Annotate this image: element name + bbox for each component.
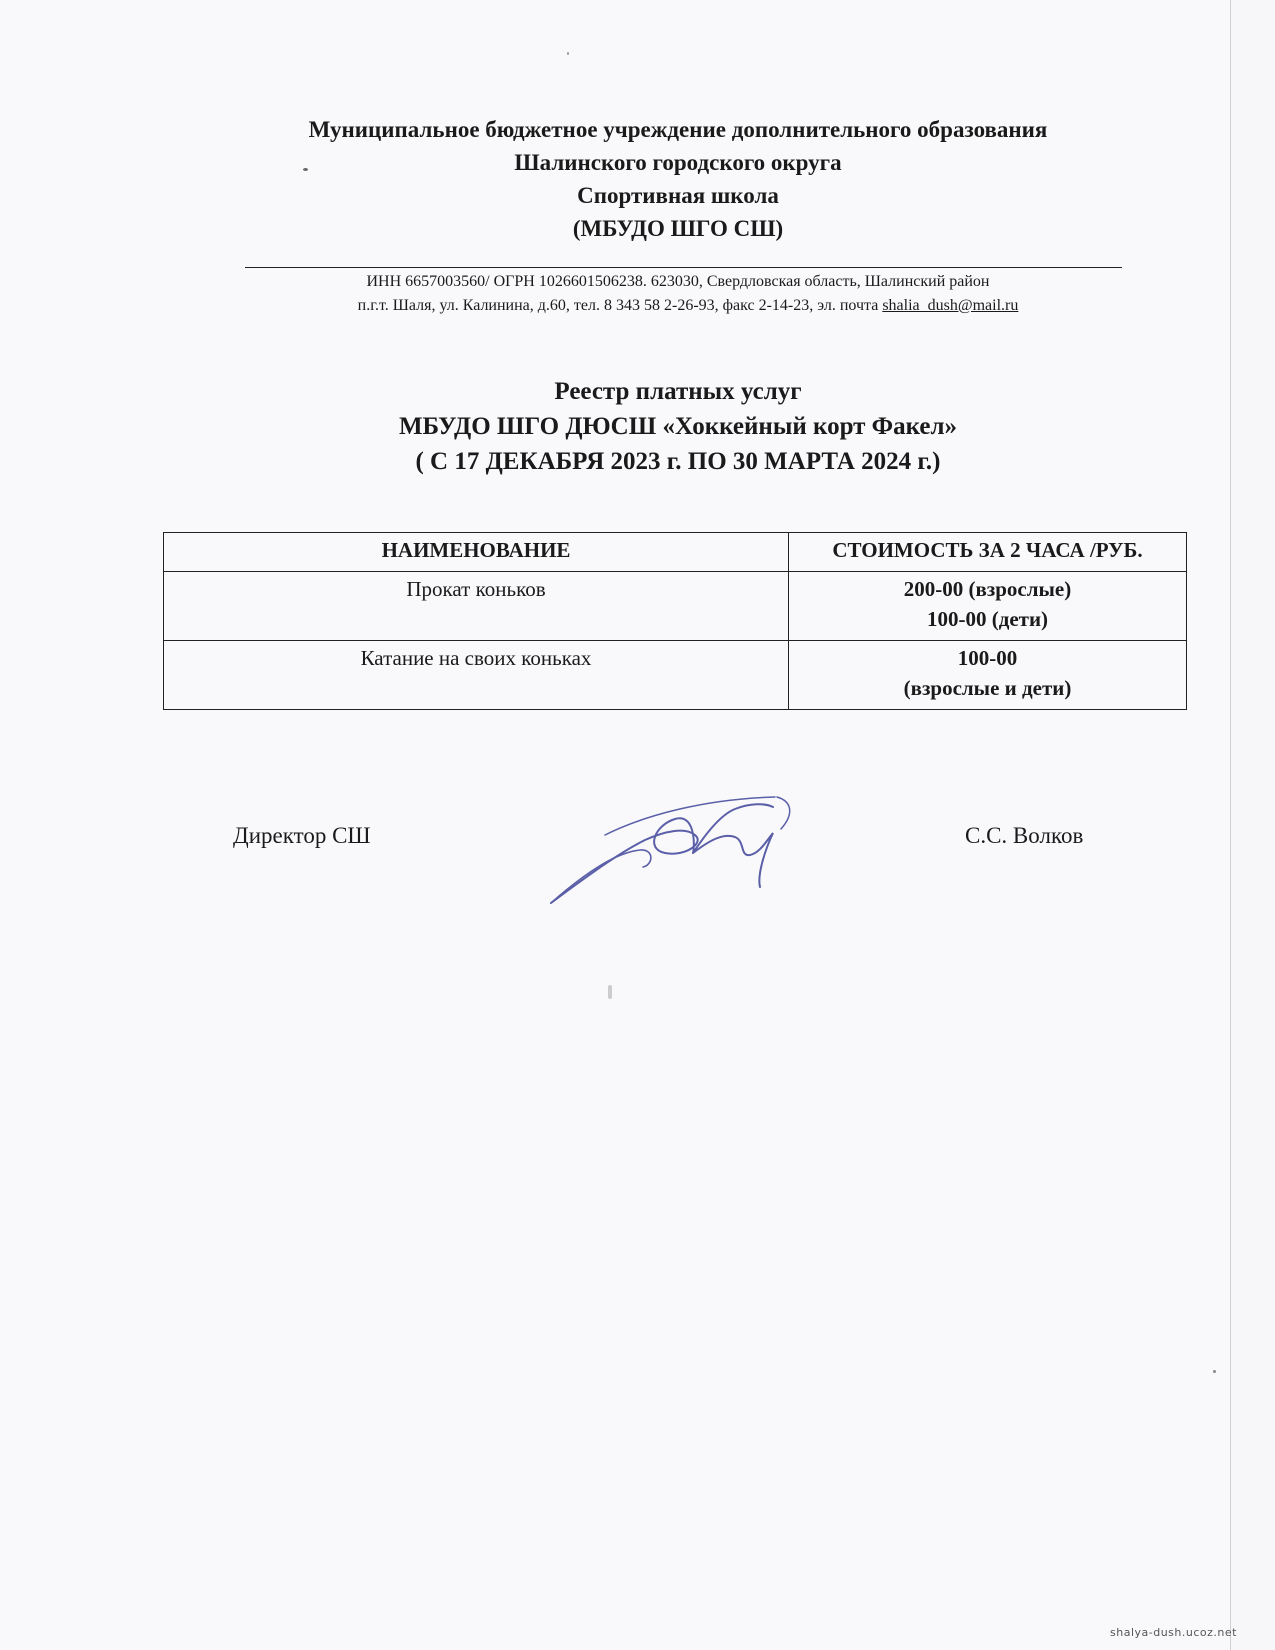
- services-table: [163, 532, 1187, 710]
- service-name: Прокат коньков: [164, 572, 789, 641]
- title-line-2: МБУДО ШГО ДЮСШ «Хоккейный корт Факел»: [398, 413, 958, 440]
- column-header-price: СТОИМОСТЬ ЗА 2 ЧАСА /РУБ.: [789, 533, 1187, 572]
- scan-speck: [567, 52, 569, 55]
- price-line-1: 100-00: [957, 646, 1018, 670]
- signatory-position: Директор СШ: [233, 823, 371, 848]
- scan-speck: [303, 168, 308, 171]
- header-line-4: (МБУДО ШГО СШ): [572, 216, 784, 241]
- price-line-1: 200-00 (взрослые): [903, 577, 1072, 601]
- service-name: Катание на своих коньках: [164, 641, 789, 710]
- email-link[interactable]: shalia_dush@mail.ru: [882, 297, 1019, 314]
- service-price: [789, 572, 1187, 641]
- service-price: [789, 641, 1187, 710]
- organization-requisites: [233, 270, 1123, 318]
- title-line-1: Реестр платных услуг: [554, 378, 802, 405]
- header-line-2: Шалинского городского округа: [514, 150, 842, 175]
- price-line-2: 100-00 (дети): [926, 607, 1049, 631]
- scan-speck: [1213, 1370, 1216, 1373]
- site-watermark: shalya-dush.ucoz.net: [1110, 1626, 1237, 1639]
- document-title: [233, 374, 1123, 479]
- requisites-line-1: ИНН 6657003560/ ОГРН 1026601506238. 623030, Свердловская область, Шалинский район: [366, 273, 990, 290]
- signatory-name: С.С. Волков: [965, 823, 1084, 848]
- table-row: [164, 572, 1187, 641]
- header-line-3: Спортивная школа: [577, 183, 779, 208]
- table-header-row: [164, 533, 1187, 572]
- price-line-2: (взрослые и дети): [903, 676, 1072, 700]
- requisites-line-2: [233, 294, 1123, 318]
- title-line-3: ( С 17 ДЕКАБРЯ 2023 г. ПО 30 МАРТА 2024 г.): [415, 448, 941, 475]
- table-row: [164, 641, 1187, 710]
- header-line-1: Муниципальное бюджетное учреждение дополнительного образования: [308, 117, 1048, 142]
- header-divider: [245, 267, 1122, 268]
- scan-speck: [608, 985, 612, 999]
- organization-header: [233, 113, 1123, 245]
- column-header-name: НАИМЕНОВАНИЕ: [164, 533, 789, 572]
- handwritten-signature: [545, 795, 805, 910]
- requisites-address: п.г.т. Шаля, ул. Калинина, д.60, тел. 8 343 58 2-26-93, факс 2-14-23, эл. почта: [357, 297, 883, 314]
